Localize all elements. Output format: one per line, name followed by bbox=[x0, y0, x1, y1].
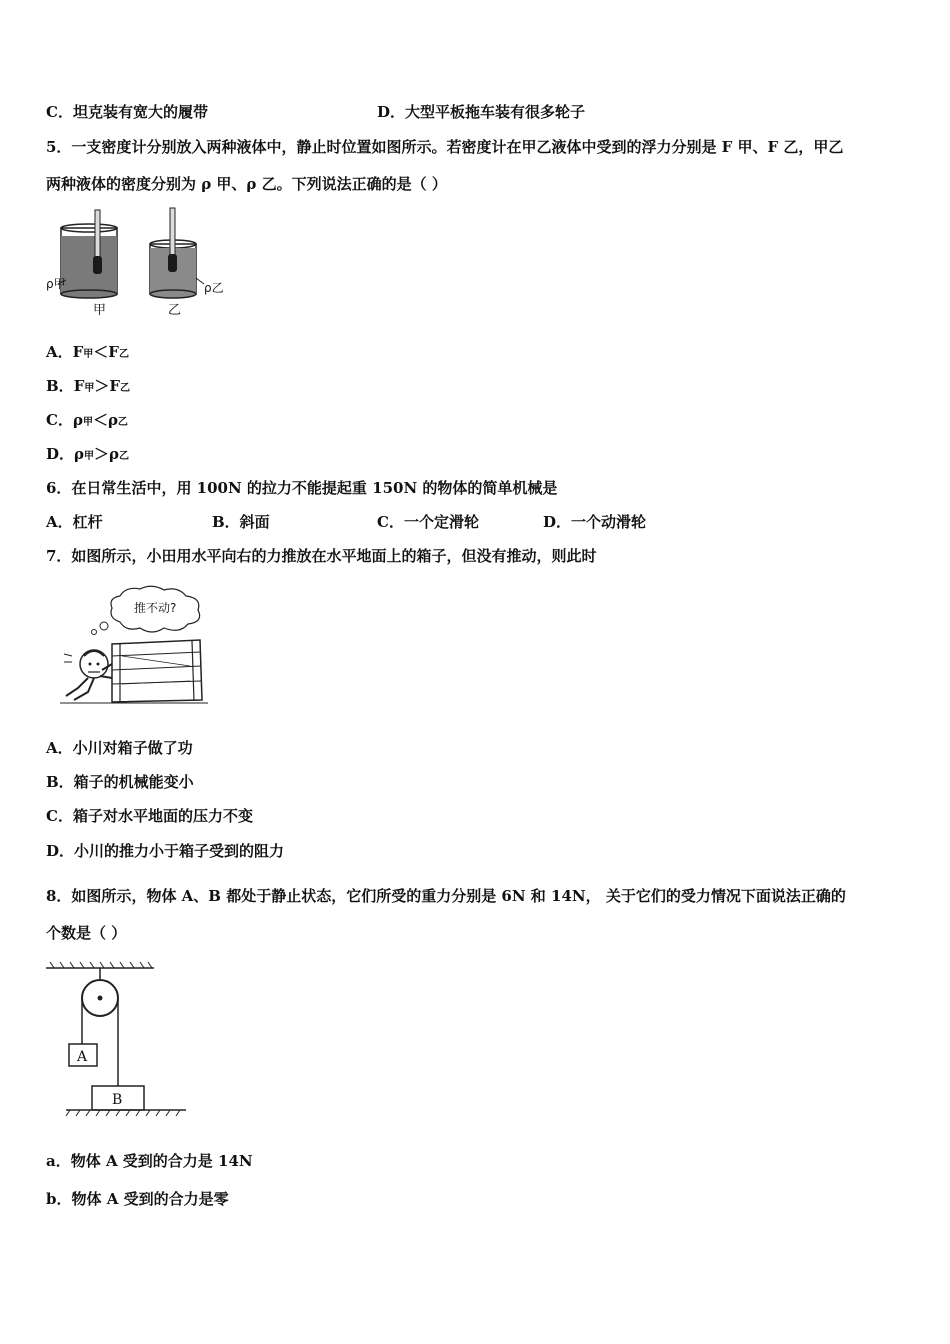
q6-option-d: D．一个动滑轮 bbox=[543, 513, 647, 531]
q7-option-b: B．箱子的机械能变小 bbox=[46, 773, 194, 791]
q6-stem: 6．在日常生活中，用 100N 的拉力不能提起重 150N 的物体的简单机械是 bbox=[46, 479, 558, 497]
thought-bubble bbox=[92, 586, 200, 634]
beaker-jia bbox=[61, 210, 117, 298]
block-b-label: B bbox=[112, 1092, 123, 1108]
pulley-figure bbox=[46, 958, 191, 1123]
label-rho-yi: ρ乙 bbox=[204, 281, 224, 295]
q4-option-c: C．坦克装有宽大的履带 bbox=[46, 103, 208, 121]
q5-option-a: A．F甲＜F乙 bbox=[46, 343, 129, 361]
push-box-figure bbox=[60, 584, 210, 709]
thought-text: 推不动? bbox=[134, 601, 177, 615]
q7-stem: 7．如图所示，小田用水平向右的力推放在水平地面上的箱子，但没有推动，则此时 bbox=[46, 547, 597, 565]
q6-option-a: A．杠杆 bbox=[46, 513, 103, 531]
q6-option-b: B．斜面 bbox=[212, 513, 270, 531]
label-rho-jia: ρ甲 bbox=[46, 277, 66, 291]
q5-option-c: C．ρ甲＜ρ乙 bbox=[46, 411, 128, 429]
q8-item-a: a．物体 A 受到的合力是 14N bbox=[46, 1152, 253, 1170]
block-a-label: A bbox=[77, 1049, 88, 1065]
q5-option-d: D．ρ甲＞ρ乙 bbox=[46, 445, 129, 463]
q8-stem-line1: 8．如图所示，物体 A、B 都处于静止状态，它们所受的重力分别是 6N 和 14N， 关于它们的受力情况下面说法正确的 bbox=[46, 887, 846, 905]
q7-option-c: C．箱子对水平地面的压力不变 bbox=[46, 807, 253, 825]
q8-stem-line2: 个数是（ ） bbox=[46, 924, 127, 942]
q5-stem-line1: 5．一支密度计分别放入两种液体中，静止时位置如图所示。若密度计在甲乙液体中受到的浮力分别是 F 甲、F 乙，甲乙 bbox=[46, 138, 844, 156]
q5-stem-line2: 两种液体的密度分别为 ρ 甲、ρ 乙。下列说法正确的是（ ） bbox=[46, 175, 447, 193]
q7-option-d: D．小川的推力小于箱子受到的阻力 bbox=[46, 842, 285, 860]
q7-option-a: A．小川对箱子做了功 bbox=[46, 739, 193, 757]
q8-item-b: b．物体 A 受到的合力是零 bbox=[46, 1190, 229, 1208]
caption-jia: 甲 bbox=[93, 303, 107, 318]
beaker-yi bbox=[150, 208, 196, 298]
crate bbox=[112, 640, 202, 702]
q5-option-b: B．F甲＞F乙 bbox=[46, 377, 130, 395]
hydrometer-figure bbox=[46, 206, 236, 321]
caption-yi: 乙 bbox=[168, 303, 182, 318]
q4-option-d: D．大型平板拖车装有很多轮子 bbox=[377, 103, 586, 121]
q6-option-c: C．一个定滑轮 bbox=[377, 513, 479, 531]
boy bbox=[64, 650, 112, 700]
